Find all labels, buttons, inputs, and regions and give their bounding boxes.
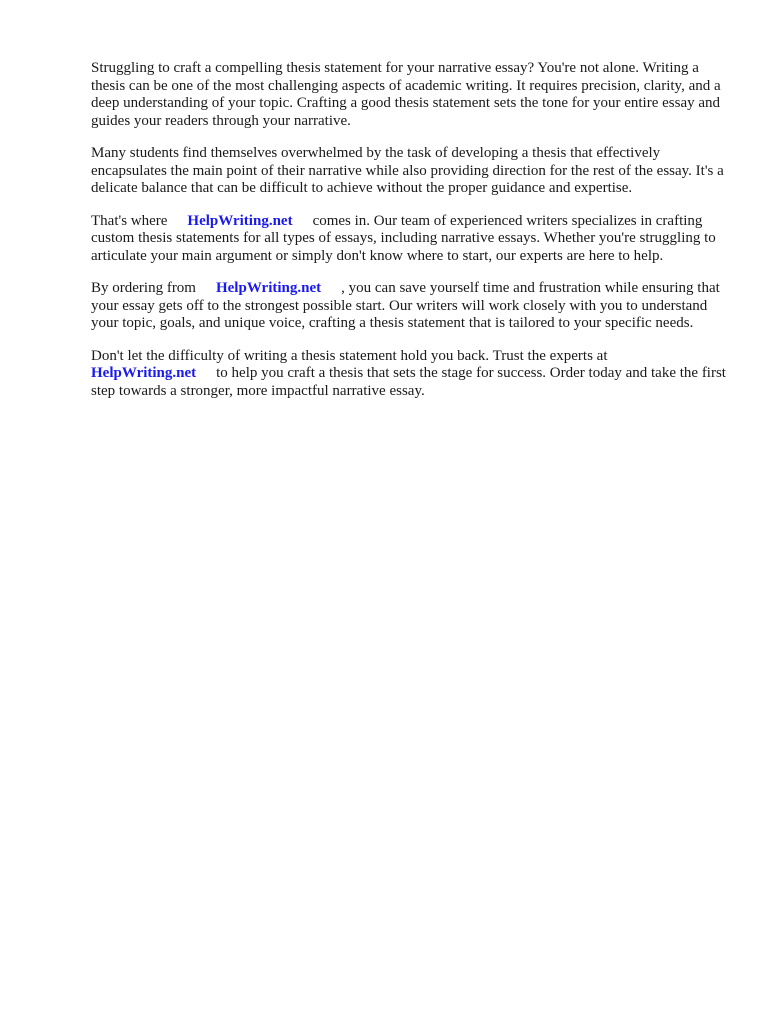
document-page: [91, 60, 731, 415]
paragraph-closing: [91, 348, 731, 401]
paragraph-challenge: Many students find themselves overwhelmed by the task of developing a thesis that effectively encapsulates the main point of their narrative while also providing direction for the rest of the essay. It's a delicate balance that can be difficult to achieve without the proper guidance and expertise.: [91, 145, 724, 196]
paragraph-text-after: to help you craft a thesis that sets the stage for success. Order today and take the first step towards a stronger, more impactful narrative essay.: [91, 365, 726, 399]
helpwriting-link[interactable]: HelpWriting.net: [187, 212, 293, 229]
paragraph-text-after: , you can save yourself time and frustration while ensuring that your essay gets off to the strongest possible start. Our writers will work closely with you to understand your topic, goals, and unique voice, crafting a thesis statement that is tailored to your specific needs.: [91, 280, 720, 331]
paragraph-text-after: comes in. Our team of experienced writers specializes in crafting custom thesis statements for all types of essays, including narrative essays. Whether you're struggling to articulate your main argument or simply don't know where to start, our experts are here to help.: [91, 212, 716, 264]
helpwriting-link[interactable]: HelpWriting.net: [215, 280, 322, 296]
paragraph-text-before: By ordering from: [91, 280, 196, 296]
paragraph-text-before: Don't let the difficulty of writing a thesis statement hold you back. Trust the experts at: [91, 347, 608, 364]
paragraph-text-before: That's where: [91, 212, 168, 229]
paragraph-intro: Struggling to craft a compelling thesis statement for your narrative essay? You're not alone. Writing a thesis can be one of the most challenging aspects of academic writing. It requires precision, clarity, and a deep understanding of your topic. Crafting a good thesis statement sets the tone for your entire essay and guides your readers through your narrative.: [91, 60, 721, 129]
helpwriting-link[interactable]: HelpWriting.net: [91, 365, 197, 381]
paragraph-service: [91, 213, 731, 266]
paragraph-ordering: [91, 280, 731, 333]
